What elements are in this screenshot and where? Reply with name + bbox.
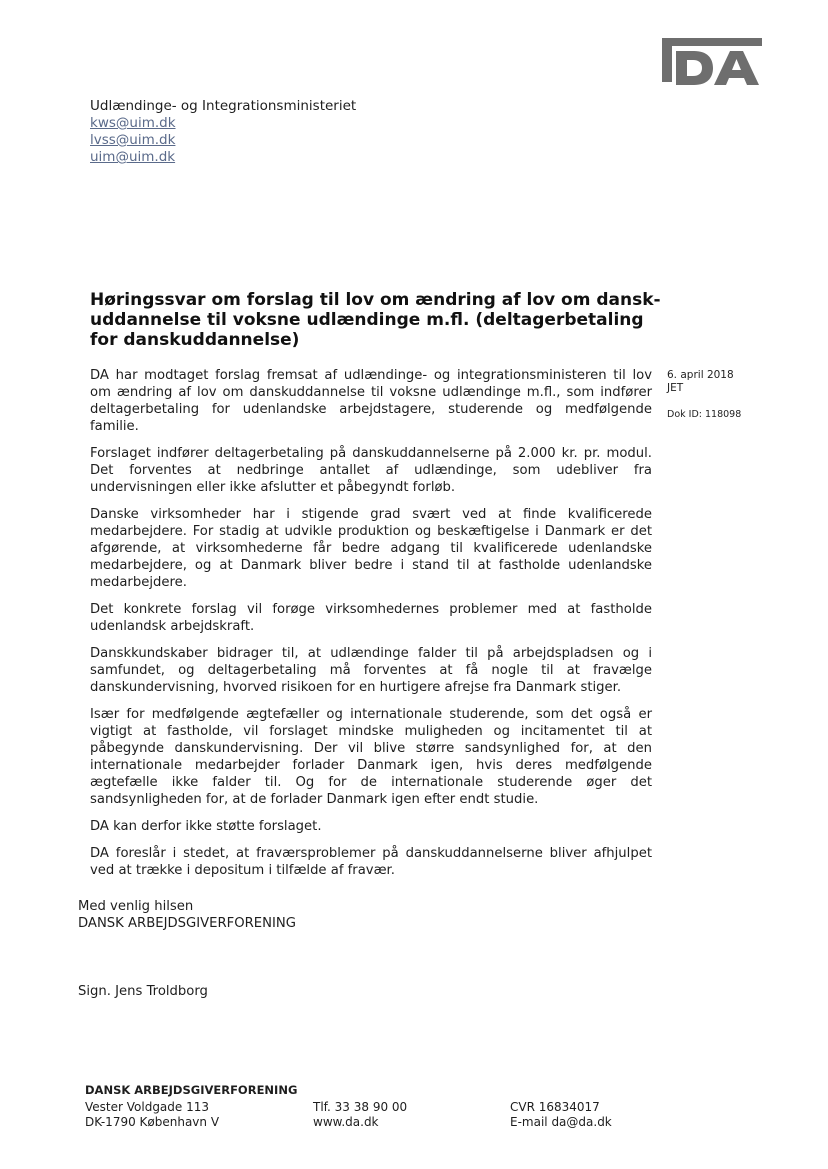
closing-greeting: Med venlig hilsen — [78, 899, 194, 914]
footer-address — [85, 1100, 219, 1130]
footer-contact — [313, 1100, 407, 1130]
footer-phone: Tlf. 33 38 90 00 — [313, 1100, 408, 1114]
body-paragraph: Danskkundskaber bidrager til, at udlændinge falder til på arbejdspladsen og i samfundet, og deltagerbetaling må forventes at få nogle til at fravælge danskundervisning, hvorved risikoen for en hurtigere afrejse fra Danmark stiger. — [90, 646, 652, 695]
body-paragraph: Forslaget indfører deltagerbetaling på danskuddannelserne på 2.000 kr. pr. modul. Det forventes at nedbringe antallet af udlændinge, som udebliver fra undervisningen eller ikke afslutter et påbegyndt forløb. — [90, 446, 652, 495]
recipient-email-link[interactable]: kws@uim.dk — [90, 115, 176, 131]
body-paragraph: DA kan derfor ikke støtte forslaget. — [90, 819, 322, 834]
footer-cvr: CVR 16834017 — [510, 1100, 600, 1114]
letter-meta — [667, 369, 741, 421]
recipient-email-link[interactable]: uim@uim.dk — [90, 149, 176, 165]
letter-title: Høringssvar om forslag til lov om ændring af lov om dansk-uddannelse til voksne udlændinge m.fl. (deltagerbetaling for danskuddannelse) — [90, 290, 661, 350]
closing-org: DANSK ARBEJDSGIVERFORENING — [78, 916, 296, 931]
footer-email: E-mail da@da.dk — [510, 1115, 612, 1129]
closing-block — [78, 898, 296, 932]
body-paragraph: DA foreslår i stedet, at fraværsproblemer på danskuddannelserne bliver afhjulpet ved at trække i depositum i tilfælde af fravær. — [90, 846, 652, 878]
recipient-email-link[interactable]: lvss@uim.dk — [90, 132, 176, 148]
document-id: Dok ID: 118098 — [667, 409, 742, 420]
letter-body — [90, 367, 652, 889]
footer-registry — [510, 1100, 612, 1130]
recipient-name: Udlændinge- og Integrationsministeriet — [90, 98, 357, 114]
footer-address-line: DK-1790 København V — [85, 1115, 220, 1129]
footer-address-line: Vester Voldgade 113 — [85, 1100, 210, 1114]
footer-org: DANSK ARBEJDSGIVERFORENING — [85, 1083, 298, 1097]
recipient-block — [90, 98, 356, 166]
body-paragraph: Danske virksomheder har i stigende grad svært ved at finde kvalificerede medarbejdere. For stadig at udvikle produktion og beskæftigelse i Danmark er det afgørende, at virksomhederne får bedre adgang til kvalificerede udenlandske medarbejdere, og at Danmark bliver bedre i stand til at fastholde udenlandske medarbejdere. — [90, 507, 652, 590]
signature: Sign. Jens Troldborg — [78, 984, 208, 999]
letter-date: 6. april 2018 — [667, 369, 734, 381]
da-logo — [660, 38, 775, 90]
author-initials: JET — [667, 382, 684, 394]
body-paragraph: Især for medfølgende ægtefæller og internationale studerende, som det også er vigtigt at fastholde, vil forslaget mindske muligheden og incitamentet til at påbegynde danskundervisning. Der vil blive større sandsynlighed for, at den internationale medarbejder forlader Danmark igen, hvis deres medfølgende ægtefælle ikke falder til. Og for de internationale studerende øger det sandsynligheden for, at de forlader Danmark igen efter endt studie. — [90, 707, 652, 807]
body-paragraph: Det konkrete forslag vil forøge virksomhedernes problemer med at fastholde udenlandsk arbejdskraft. — [90, 602, 652, 634]
footer — [85, 1083, 725, 1129]
body-paragraph: DA har modtaget forslag fremsat af udlændinge- og integrationsministeren til lov om ændring af lov om danskuddannelse til voksne udlændinge m.fl., som indfører deltagerbetaling for udenlandske arbejdstagere, studerende og medfølgende familie. — [90, 368, 652, 434]
footer-web: www.da.dk — [313, 1115, 379, 1129]
